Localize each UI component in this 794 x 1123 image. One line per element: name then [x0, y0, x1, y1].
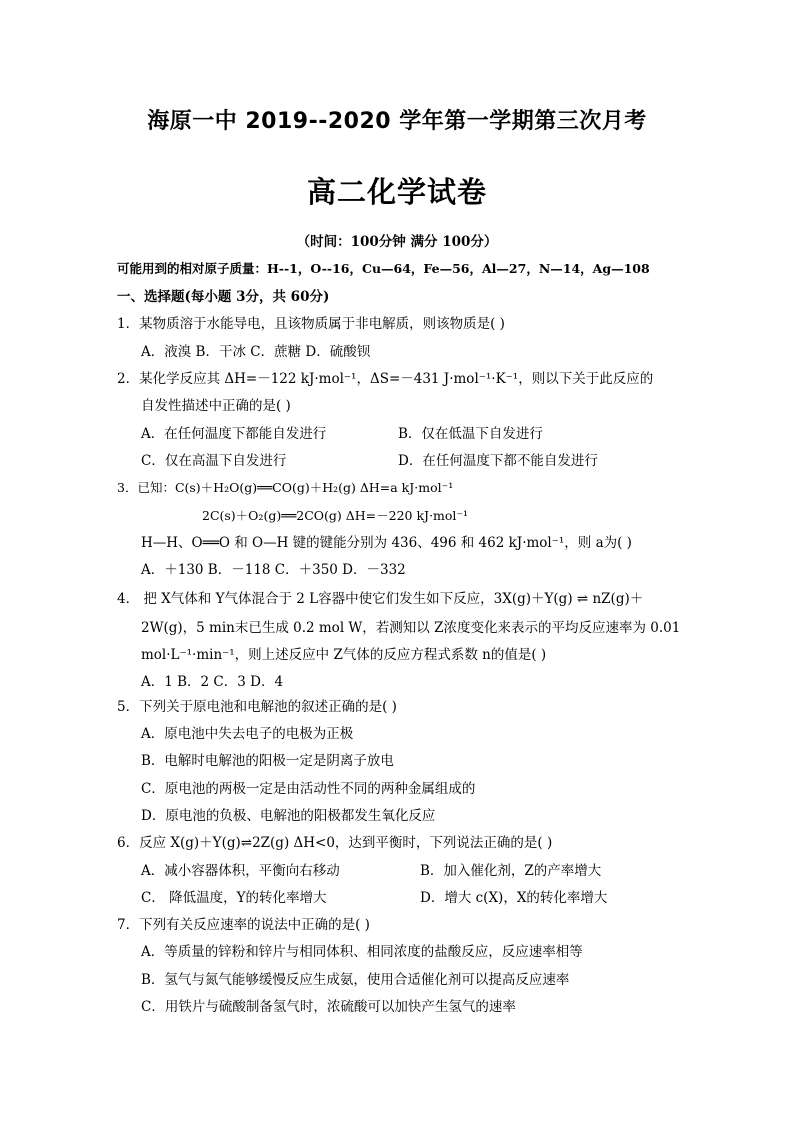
- q5-option-a: A．原电池中失去电子的电极为正极: [141, 726, 354, 742]
- section-heading: 一、选择题(每小题 3分，共 60分): [117, 289, 330, 305]
- q3-equation-2: 2C(s)＋O₂(g)══2CO(g) ΔH=－220 kJ·mol⁻¹: [202, 508, 469, 523]
- q4-stem: 4． 把 X气体和 Y气体混合于 2 L容器中使它们发生如下反应，3X(g)＋Y(g) ⇌ nZ(g)＋: [117, 591, 644, 607]
- q6-option-a: A．减小容器体积，平衡向右移动: [141, 863, 340, 879]
- q6-option-b: B．加入催化剂，Z的产率增大: [420, 863, 602, 879]
- exam-subtitle: 高二化学试卷: [306, 175, 487, 209]
- q2-option-a: A．在任何温度下都能自发进行: [141, 426, 327, 442]
- q2-stem: 2．某化学反应其 ΔH=－122 kJ·mol⁻¹，ΔS=－431 J·mol⁻¹·K⁻¹，则以下关于此反应的: [117, 371, 654, 387]
- q7-option-a: A．等质量的锌粉和锌片与相同体积、相同浓度的盐酸反应，反应速率相等: [141, 944, 583, 960]
- q6-option-c: C． 降低温度，Y的转化率增大: [141, 890, 327, 906]
- q1-options: A．液溴 B．干冰 C．蔗糖 D．硫酸钡: [141, 344, 371, 360]
- q3-stem: 3．已知：C(s)＋H₂O(g)══CO(g)＋H₂(g) ΔH=a kJ·mol⁻¹: [117, 480, 454, 495]
- q4-stem-cont: 2W(g)，5 min末已生成 0.2 mol W，若测知以 Z浓度变化来表示的平均反应速率为 0.01: [141, 620, 681, 636]
- q2-stem-cont: 自发性描述中正确的是( ): [141, 398, 291, 414]
- q6-stem: 6．反应 X(g)＋Y(g)⇌2Z(g) ΔH<0，达到平衡时，下列说法正确的是( ): [117, 835, 553, 851]
- q3-stem-cont: H—H、O══O 和 O—H 键的键能分别为 436、496 和 462 kJ·mol⁻¹，则 a为( ): [141, 535, 632, 551]
- q3-options: A．＋130 B．－118 C．＋350 D．－332: [141, 562, 406, 578]
- q2-option-b: B．仅在低温下自发进行: [398, 426, 543, 442]
- q5-option-b: B．电解时电解池的阳极一定是阴离子放电: [141, 753, 394, 769]
- q5-stem: 5．下列关于原电池和电解池的叙述正确的是( ): [117, 699, 397, 715]
- q2-option-d: D．在任何温度下都不能自发进行: [398, 453, 598, 469]
- q7-stem: 7．下列有关反应速率的说法中正确的是( ): [117, 917, 370, 933]
- q6-option-d: D．增大 c(X)，X的转化率增大: [420, 890, 608, 906]
- q5-option-d: D．原电池的负极、电解池的阳极都发生氧化反应: [141, 808, 436, 824]
- exam-title: 海原一中 2019--2020 学年第一学期第三次月考: [147, 109, 647, 134]
- q4-options: A．1 B．2 C．3 D．4: [141, 674, 284, 690]
- q7-option-c: C．用铁片与硫酸制备氢气时，浓硫酸可以加快产生氢气的速率: [141, 999, 516, 1015]
- q4-stem-cont2: mol·L⁻¹·min⁻¹，则上述反应中 Z气体的反应方程式系数 n的值是( ): [141, 647, 547, 663]
- atomic-masses: 可能用到的相对原子质量：H--1，O--16，Cu—64，Fe—56，Al—27，N—14，Ag—108: [117, 261, 650, 276]
- exam-info: （时间：100分钟 满分 100分）: [296, 234, 498, 250]
- q5-option-c: C．原电池的两极一定是由活动性不同的两种金属组成的: [141, 781, 476, 797]
- q2-option-c: C．仅在高温下自发进行: [141, 453, 287, 469]
- q7-option-b: B．氢气与氮气能够缓慢反应生成氨，使用合适催化剂可以提高反应速率: [141, 972, 570, 988]
- q1-stem: 1．某物质溶于水能导电，且该物质属于非电解质，则该物质是( ): [117, 316, 505, 332]
